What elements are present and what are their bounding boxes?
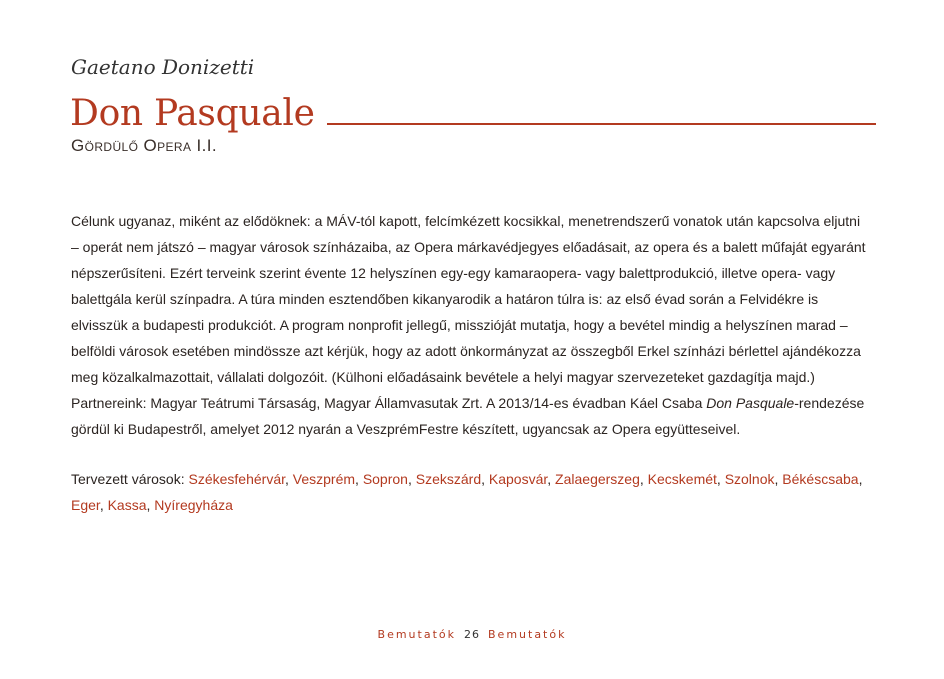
page-number: 26	[464, 628, 480, 641]
subtitle-word1-rest: ÖRDÜLŐ	[84, 140, 139, 154]
title-rule	[327, 123, 876, 125]
city-item: Eger	[71, 497, 100, 513]
subtitle-word2-cap: O	[143, 136, 158, 155]
footer-section-right: Bemutatók	[488, 628, 567, 641]
body-paragraph-text: Célunk ugyanaz, miként az elődöknek: a MÁV-tól kapott, felcímkézett kocsikkal, menetrendszerű vonatok után kapcsolva eljutni – operát nem játszó – magyar városok színházaiba, az Opera márkavédjegyes előadásait, az opera és a balett műfaját egyaránt népszerűsíteni. Ezért terveink szerint évente 12 helyszínen egy-egy kamaraopera- vagy balettprodukció, illetve opera- vagy balettgála kerül színpadra. A túra minden esztendőben kikanyarodik a határon túlra is: az első évad során a Felvidékre is elvisszük a budapesti produkciót. A program nonprofit jellegű, misszióját mutatja, hogy a bevétel mindig a helyszínen marad – belföldi városok esetében mindössze azt kérjük, hogy az adott önkormányzat az összegből Erkel színházi bérlettel ajándékozza meg közalkalmazottait, vállalati dolgozóit. (Külhoni előadásaink bevétele a helyi magyar szervezeteket gazdagítja majd.) Partnereink: Magyar Teátrumi Társaság, Magyar Államvasutak Zrt. A 2013/14-es évadban Káel Csaba	[71, 213, 866, 411]
city-item: Székesfehérvár	[188, 471, 285, 487]
footer	[0, 628, 944, 641]
footer-section-left: Bemutatók	[377, 628, 456, 641]
subtitle	[71, 136, 217, 156]
composer-name: Gaetano Donizetti	[71, 55, 255, 79]
subtitle-word1-cap: G	[71, 136, 85, 155]
body-paragraph-end: -rendezése gördül ki Budapestről, amelyet 2012 nyarán a VeszprémFestre készített, ugyancsak az Opera együtteseivel.	[71, 395, 865, 437]
city-item: Nyíregyháza	[154, 497, 233, 513]
city-item: Kassa	[107, 497, 147, 513]
city-list: Székesfehérvár, Veszprém, Sopron, Szekszárd, Kaposvár, Zalaegerszeg, Kecskemét, Szolnok, Békéscsaba, Eger, Kassa, Nyíregyháza	[71, 471, 863, 513]
city-item: Veszprém	[292, 471, 356, 487]
body-text	[71, 208, 871, 518]
cities-paragraph	[71, 466, 871, 518]
city-item: Sopron	[362, 471, 408, 487]
city-item: Kecskemét	[647, 471, 717, 487]
city-item: Békéscsaba	[782, 471, 859, 487]
body-paragraph	[71, 208, 871, 442]
city-item: Kaposvár	[488, 471, 548, 487]
cities-label: Tervezett városok:	[71, 471, 185, 487]
city-item: Szolnok	[724, 471, 775, 487]
page-title: Don Pasquale	[70, 93, 315, 134]
subtitle-word2-rest: PERA	[157, 140, 192, 154]
title-row	[70, 90, 876, 134]
subtitle-number: I.I.	[196, 136, 218, 155]
city-item: Zalaegerszeg	[555, 471, 640, 487]
body-italic-title: Don Pasquale	[706, 395, 795, 411]
city-item: Szekszárd	[415, 471, 482, 487]
